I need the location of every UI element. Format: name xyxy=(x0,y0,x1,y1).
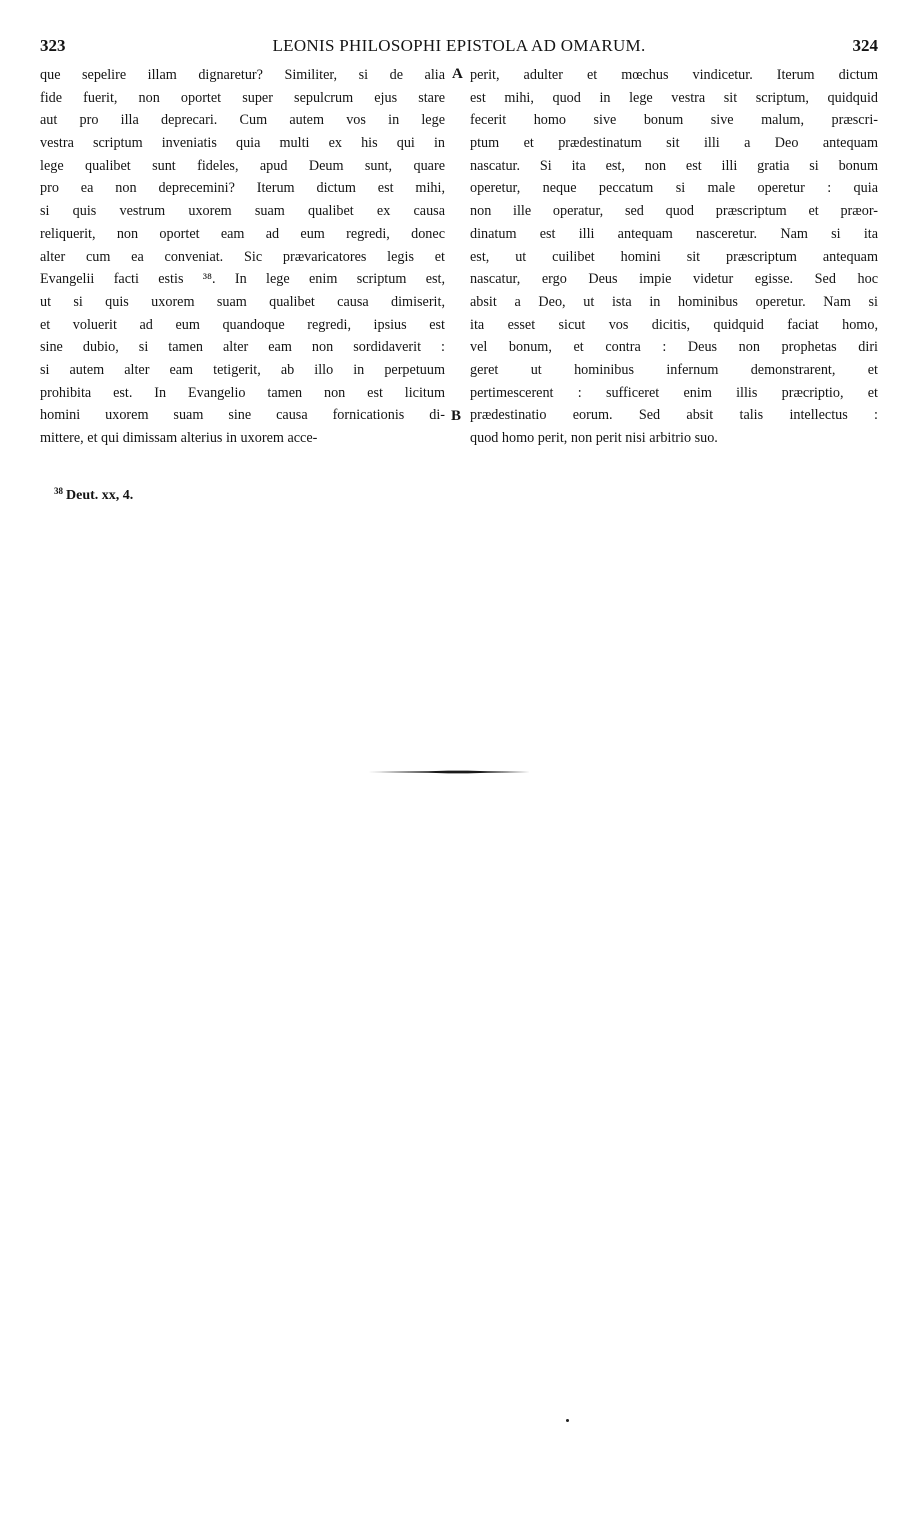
text-line: pertimescerent : sufficeret enim illis præcriptio, et xyxy=(470,384,878,401)
left-column-text xyxy=(40,64,445,450)
text-line: si quis vestrum uxorem suam qualibet ex causa xyxy=(40,203,445,220)
footnote xyxy=(54,486,133,504)
text-line: lege qualibet sunt fideles, apud Deum sunt, quare xyxy=(40,157,445,174)
text-line: et voluerit ad eum quandoque regredi, ipsius est xyxy=(40,316,445,333)
text-line: est, ut cuilibet homini sit præscriptum antequam xyxy=(470,248,878,265)
text-line: homini uxorem suam sine causa fornicationis di- xyxy=(40,407,445,424)
text-line: sine dubio, si tamen alter eam non sordidaverit : xyxy=(40,339,445,356)
text-line: vel bonum, et contra : Deus non prophetas diri xyxy=(470,339,878,356)
running-title: LEONIS PHILOSOPHI EPISTOLA AD OMARUM. xyxy=(272,36,646,55)
text-line: fecerit homo sive bonum sive malum, præscri- xyxy=(470,112,878,129)
text-line: pro ea non deprecemini? Iterum dictum est mihi, xyxy=(40,180,445,197)
text-line: alter cum ea conveniat. Sic prævaricatores legis et xyxy=(40,248,445,265)
text-line: aut pro illa deprecari. Cum autem vos in lege xyxy=(40,112,445,129)
running-header xyxy=(40,36,878,58)
page-number-right: 324 xyxy=(852,36,878,55)
text-line: vestra scriptum inveniatis quia multi ex his qui in xyxy=(40,135,445,152)
text-line: fide fuerit, non oportet super sepulcrum ejus stare xyxy=(40,89,445,106)
text-line: que sepelire illam dignaretur? Similiter, si de alia xyxy=(40,67,445,83)
text-line: ita esset sicut vos dicitis, quidquid faciat homo, xyxy=(470,316,878,333)
text-line: est mihi, quod in lege vestra sit scriptum, quidquid xyxy=(470,89,878,106)
text-line: prohibita est. In Evangelio tamen non est licitum xyxy=(40,384,445,401)
text-line: Evangelii facti estis ³⁸. In lege enim scriptum est, xyxy=(40,271,445,288)
margin-marker-a: A xyxy=(452,66,463,82)
section-end-rule xyxy=(368,770,530,774)
text-line: nascatur. Si ita est, non est illi gratia si bonum xyxy=(470,157,878,174)
margin-marker-b: B xyxy=(451,408,462,424)
right-column-text xyxy=(470,64,878,450)
footnote-text: Deut. xx, 4. xyxy=(66,488,134,503)
text-line: quod homo perit, non perit nisi arbitrio suo. xyxy=(470,430,718,446)
text-line: mittere, et qui dimissam alterius in uxorem acce- xyxy=(40,430,318,446)
text-line: perit, adulter et mœchus vindicetur. Iterum dictum xyxy=(470,67,878,83)
text-line: non ille operatur, sed quod præscriptum et præor- xyxy=(470,203,878,220)
text-line: nascatur, ergo Deus impie videtur egisse. Sed hoc xyxy=(470,271,878,288)
text-line: dinatum est illi antequam nasceretur. Nam si ita xyxy=(470,225,878,242)
text-line: geret ut hominibus infernum demonstrarent, et xyxy=(470,361,878,378)
print-speck xyxy=(566,1419,569,1422)
text-line: operetur, neque peccatum si male operetur : quia xyxy=(470,180,878,197)
text-line: ptum et prædestinatum sit illi a Deo antequam xyxy=(470,135,878,152)
text-line: prædestinatio eorum. Sed absit talis intellectus : xyxy=(470,407,878,424)
text-line: reliquerit, non oportet eam ad eum regredi, donec xyxy=(40,225,445,242)
text-line: absit a Deo, ut ista in hominibus operetur. Nam si xyxy=(470,293,878,310)
page-number-left: 323 xyxy=(40,36,66,55)
footnote-mark: 38 xyxy=(54,486,63,496)
text-line: si autem alter eam tetigerit, ab illo in perpetuum xyxy=(40,361,445,378)
text-line: ut si quis uxorem suam qualibet causa dimiserit, xyxy=(40,293,445,310)
